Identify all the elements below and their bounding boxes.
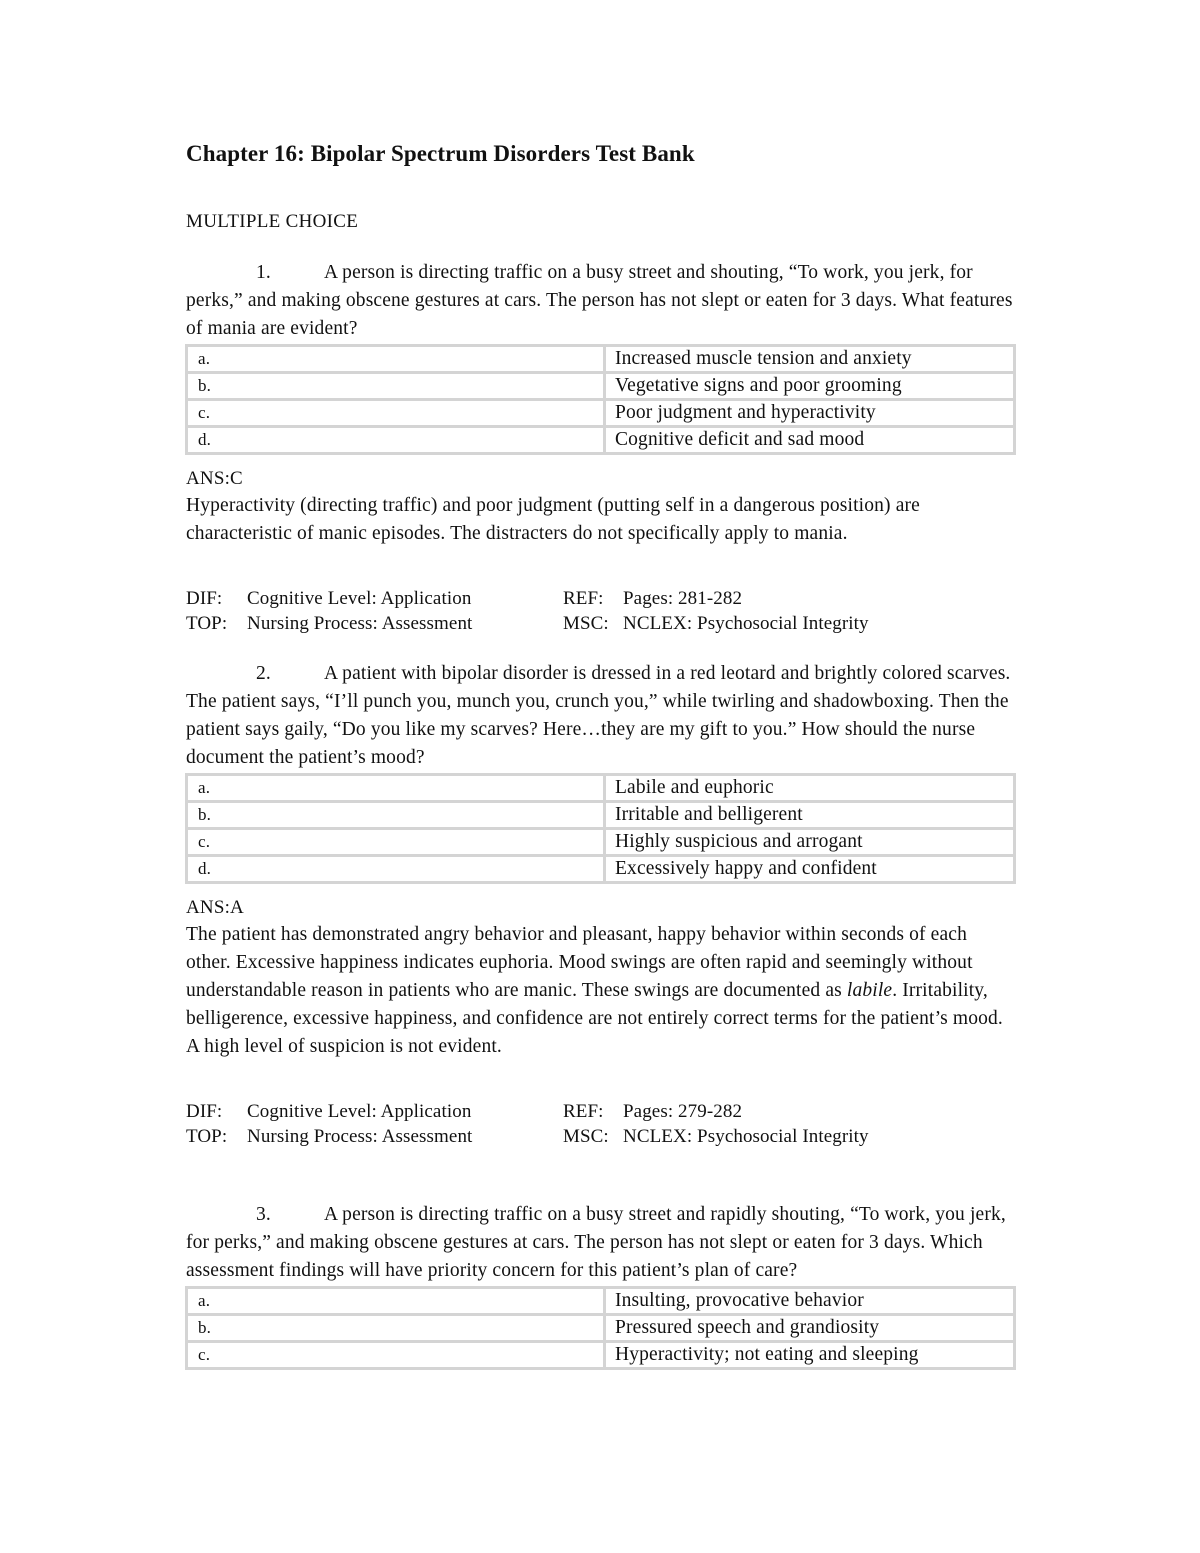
option-text: Labile and euphoric [605, 775, 1015, 802]
option-letter: a. [187, 775, 605, 802]
ref-label: REF: [563, 1101, 604, 1122]
option-row[interactable] [187, 802, 1015, 829]
option-text: Highly suspicious and arrogant [605, 829, 1015, 856]
document-title: Chapter 16: Bipolar Spectrum Disorders Test Bank [186, 141, 695, 166]
msc-label: MSC: [563, 1126, 609, 1147]
option-text: Increased muscle tension and anxiety [605, 346, 1015, 373]
question-2 [186, 660, 1016, 1149]
option-letter: b. [187, 1315, 605, 1342]
dif-label: DIF: [186, 588, 223, 609]
question-metadata [186, 1099, 1016, 1149]
msc-value: NCLEX: Psychosocial Integrity [623, 1126, 869, 1147]
option-row[interactable] [187, 346, 1015, 373]
option-text: Poor judgment and hyperactivity [605, 400, 1015, 427]
option-text: Vegetative signs and poor grooming [605, 373, 1015, 400]
option-text: Hyperactivity; not eating and sleeping [605, 1342, 1015, 1369]
option-text: Irritable and belligerent [605, 802, 1015, 829]
option-letter: c. [187, 1342, 605, 1369]
option-letter: c. [187, 829, 605, 856]
question-text: A person is directing traffic on a busy street and rapidly shouting, “To work, you jerk, for perks,” and making obscene gestures at cars. The person has not slept or eaten for 3 days. Which assessment findings will have priority concern for this patient’s plan of care? [186, 1204, 1006, 1281]
rationale-text: Hyperactivity (directing traffic) and poor judgment (putting self in a dangerous position) are characteristic of manic episodes. The distracters do not specifically apply to mania. [186, 495, 920, 544]
option-row[interactable] [187, 427, 1015, 454]
question-number: 3. [256, 1204, 271, 1225]
answer-value: A [230, 897, 244, 918]
option-row[interactable] [187, 1342, 1015, 1369]
rationale [186, 492, 1016, 548]
question-3 [186, 1201, 1016, 1370]
top-value: Nursing Process: Assessment [247, 1126, 473, 1147]
question-number: 2. [256, 663, 271, 684]
dif-label: DIF: [186, 1101, 223, 1122]
rationale-emphasis: labile [846, 980, 893, 1001]
option-row[interactable] [187, 1288, 1015, 1315]
top-label: TOP: [186, 1126, 228, 1147]
question-1 [186, 259, 1016, 636]
dif-value: Cognitive Level: Application [247, 588, 472, 609]
option-letter: b. [187, 373, 605, 400]
option-text: Insulting, provocative behavior [605, 1288, 1015, 1315]
option-letter: d. [187, 856, 605, 883]
rationale-text: The patient has demonstrated angry behavior and pleasant, happy behavior within seconds of each other. Excessive happiness indicates euphoria. Mood swings are often rapid and seemingly without understandable reason in patients who are manic. These swings are documented as [186, 924, 973, 1001]
option-text: Cognitive deficit and sad mood [605, 427, 1015, 454]
question-stem [186, 660, 1016, 772]
top-value: Nursing Process: Assessment [247, 613, 473, 634]
option-row[interactable] [187, 373, 1015, 400]
answer-line [186, 466, 1016, 492]
option-row[interactable] [187, 400, 1015, 427]
msc-label: MSC: [563, 613, 609, 634]
option-letter: d. [187, 427, 605, 454]
option-text: Pressured speech and grandiosity [605, 1315, 1015, 1342]
question-stem [186, 259, 1016, 343]
ref-label: REF: [563, 588, 604, 609]
ref-value: Pages: 279-282 [623, 1101, 743, 1122]
question-text: A patient with bipolar disorder is dressed in a red leotard and brightly colored scarves. The patient says, “I’ll punch you, munch you, crunch you,” while twirling and shadowboxing. Then the patient says gaily, “Do you like my scarves? Here…they are my gift to you.” How should the nurse document the patient’s mood? [186, 663, 1011, 768]
msc-value: NCLEX: Psychosocial Integrity [623, 613, 869, 634]
options-table [185, 773, 1016, 884]
ref-value: Pages: 281-282 [623, 588, 743, 609]
option-letter: a. [187, 1288, 605, 1315]
rationale [186, 921, 1016, 1061]
answer-label: ANS: [186, 897, 231, 918]
options-table [185, 1286, 1016, 1370]
option-row[interactable] [187, 775, 1015, 802]
question-metadata [186, 586, 1016, 636]
dif-value: Cognitive Level: Application [247, 1101, 472, 1122]
question-text: A person is directing traffic on a busy street and shouting, “To work, you jerk, for perks,” and making obscene gestures at cars. The person has not slept or eaten for 3 days. What features of mania are evident? [186, 262, 1013, 339]
answer-value: C [230, 468, 243, 489]
rationale-text-continued: . Irritability, belligerence, excessive happiness, and confidence are not entirely correct terms for the patient’s mood. A high level of suspicion is not evident. [186, 980, 1003, 1057]
answer-line [186, 895, 1016, 921]
question-stem [186, 1201, 1016, 1285]
option-letter: b. [187, 802, 605, 829]
section-heading: MULTIPLE CHOICE [186, 211, 359, 232]
options-table [185, 344, 1016, 455]
top-label: TOP: [186, 613, 228, 634]
option-letter: c. [187, 400, 605, 427]
option-row[interactable] [187, 1315, 1015, 1342]
question-number: 1. [256, 262, 271, 283]
answer-label: ANS: [186, 468, 231, 489]
option-row[interactable] [187, 829, 1015, 856]
option-row[interactable] [187, 856, 1015, 883]
option-text: Excessively happy and confident [605, 856, 1015, 883]
option-letter: a. [187, 346, 605, 373]
